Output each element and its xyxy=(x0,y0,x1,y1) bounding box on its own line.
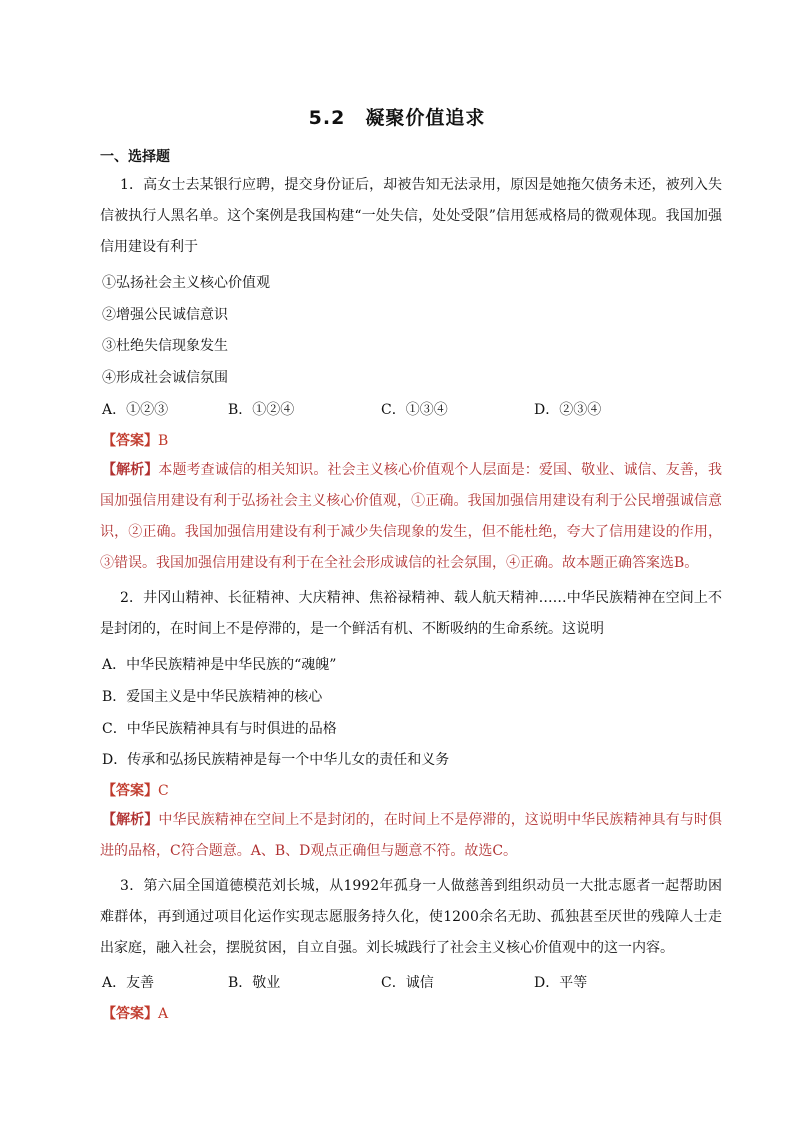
answer-value: A xyxy=(158,1006,169,1022)
question-3-option-c: C．诚信 xyxy=(381,975,434,991)
question-2-option-b: B．爱国主义是中华民族精神的核心 xyxy=(102,689,323,705)
analysis-text: 中华民族精神在空间上不是封闭的，在时间上不是停滞的，这说明中华民族精神具有与时俱进的品格，C符合题意。A、B、D观点正确但与题意不符。故选C。 xyxy=(100,812,723,859)
question-2-stem: 2．井冈山精神、长征精神、大庆精神、焦裕禄精神、载人航天精神……中华民族精神在空间上不是封闭的，在时间上不是停滞的，是一个鲜活有机、不断吸纳的生命系统。这说明 xyxy=(100,590,722,637)
question-1-answer xyxy=(102,430,168,450)
analysis-label: 【解析】 xyxy=(102,812,159,828)
section-heading: 一、选择题 xyxy=(100,149,170,165)
analysis-text: 本题考查诚信的相关知识。社会主义核心价值观个人层面是：爱国、敬业、诚信、友善，我国加强信用建设有利于弘扬社会主义核心价值观，①正确。我国加强信用建设有利于公民增强诚信意识，②正确。我国加强信用建设有利于减少失信现象的发生，但不能杜绝，夸大了信用建设的作用，③错误。我国加强信用建设有利于在全社会形成诚信的社会氛围，④正确。故本题正确答案选B。 xyxy=(100,462,723,571)
question-1-item-1: ①弘扬社会主义核心价值观 xyxy=(102,275,270,291)
question-3-option-a: A．友善 xyxy=(102,975,155,991)
question-2-option-c: C．中华民族精神具有与时俱进的品格 xyxy=(102,721,337,737)
question-1-stem: 1．高女士去某银行应聘，提交身份证后，却被告知无法录用，原因是她拖欠债务未还，被列入失信被执行人黑名单。这个案例是我国构建“一处失信，处处受限”信用惩戒格局的微观体现。我国加强信用建设有利于 xyxy=(100,177,722,255)
question-1-option-c: C．①③④ xyxy=(381,402,448,418)
question-2-option-a: A．中华民族精神是中华民族的“魂魄” xyxy=(102,657,337,673)
question-2-answer xyxy=(102,780,169,800)
answer-label: 【答案】 xyxy=(102,1006,158,1022)
answer-label: 【答案】 xyxy=(102,433,158,449)
question-3-option-d: D．平等 xyxy=(534,975,588,991)
question-1-option-b: B．①②④ xyxy=(228,402,295,418)
question-3-answer xyxy=(102,1003,168,1023)
question-2-analysis xyxy=(100,805,722,867)
answer-value: B xyxy=(158,433,169,449)
page-title: 5.2 凝聚价值追求 xyxy=(308,107,486,129)
analysis-label: 【解析】 xyxy=(102,462,159,478)
answer-value: C xyxy=(158,783,169,799)
question-1-analysis xyxy=(100,455,722,579)
answer-label: 【答案】 xyxy=(102,783,158,799)
question-3-stem: 3．第六届全国道德模范刘长城，从1992年孤身一人做慈善到组织动员一大批志愿者一起帮助困难群体，再到通过项目化运作实现志愿服务持久化，使1200余名无助、孤独甚至厌世的残障人士走出家庭，融入社会，摆脱贫困，自立自强。刘长城践行了社会主义核心价值观中的这一内容。 xyxy=(100,878,722,956)
question-1-item-3: ③杜绝失信现象发生 xyxy=(102,338,228,354)
question-1-option-d: D．②③④ xyxy=(534,402,602,418)
question-2-option-d: D．传承和弘扬民族精神是每一个中华儿女的责任和义务 xyxy=(102,752,450,768)
question-1-item-2: ②增强公民诚信意识 xyxy=(102,307,228,323)
question-1-option-a: A．①②③ xyxy=(102,402,169,418)
question-3-option-b: B．敬业 xyxy=(228,975,281,991)
question-1-item-4: ④形成社会诚信氛围 xyxy=(102,370,228,386)
